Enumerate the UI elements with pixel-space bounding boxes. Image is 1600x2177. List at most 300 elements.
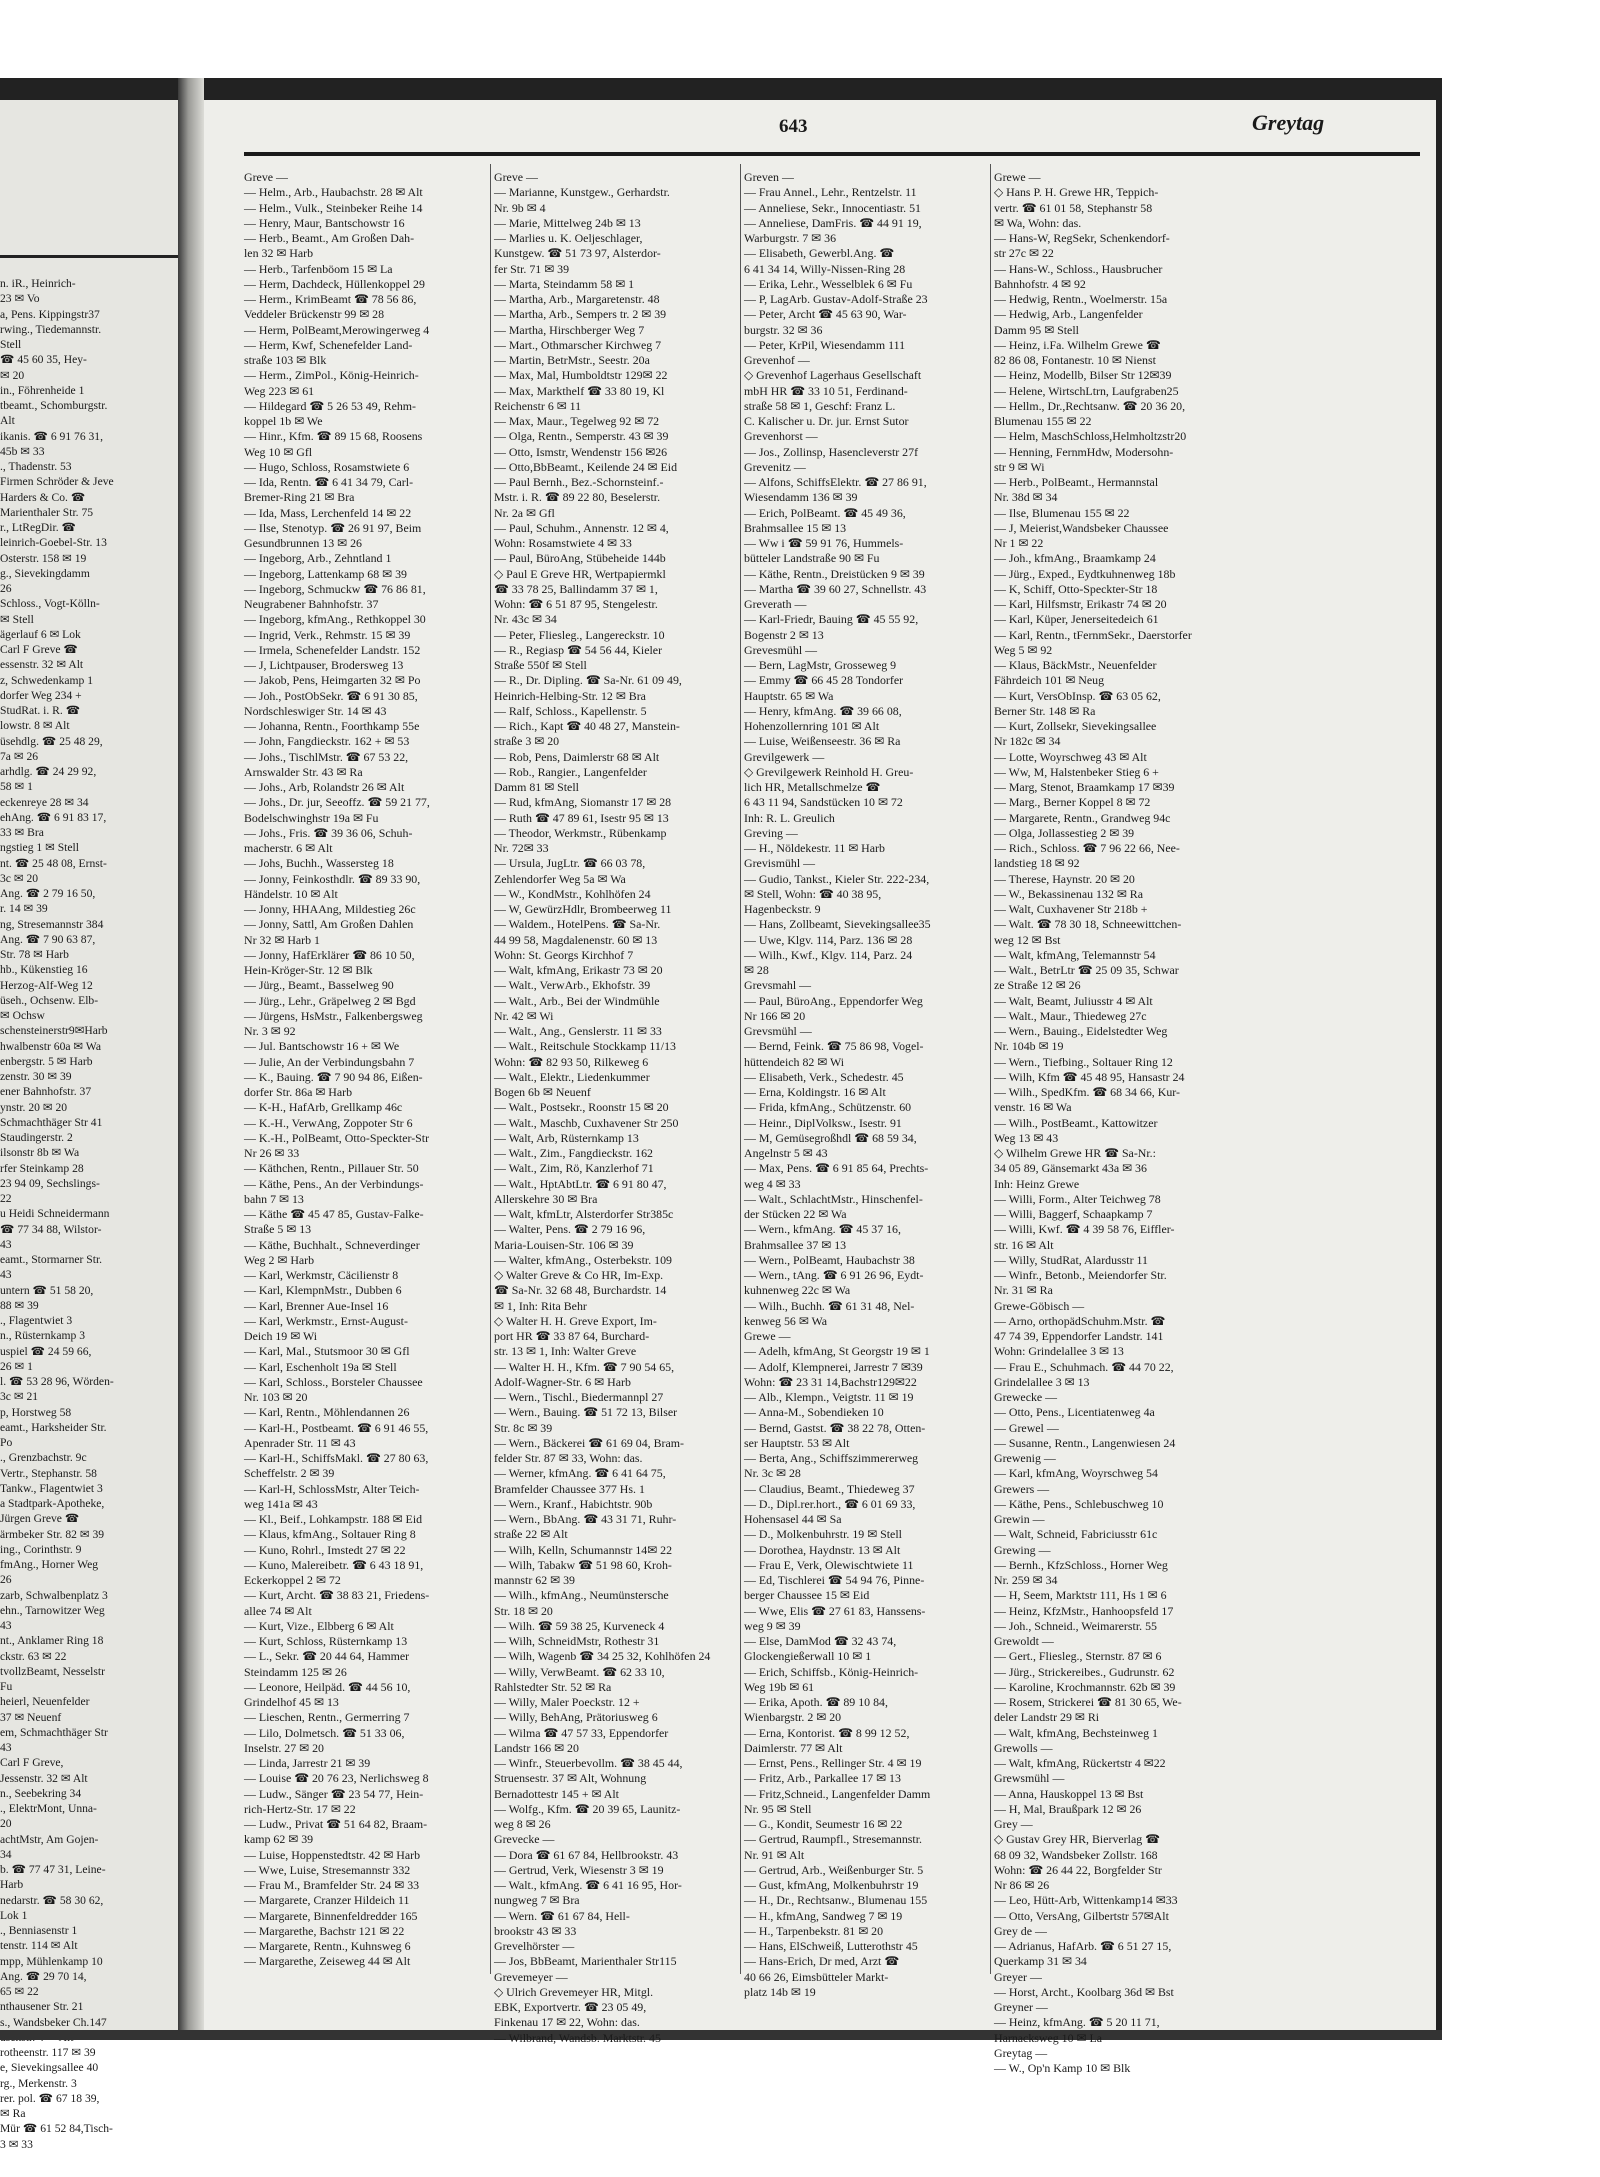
directory-entry: — Walt, Cuxhavener Str 218b + <box>994 902 1148 916</box>
directory-entry: — Gert., Fliesleg., Sternstr. 87 ✉ 6 <box>994 1649 1162 1664</box>
directory-entry: Grewe-Göbisch — <box>994 1298 1085 1313</box>
directory-entry: — Erich, PolBeamt. ☎ 45 49 36, <box>744 505 906 520</box>
directory-entry: — Kuno, Malereibetr. ☎ 6 43 18 91, <box>244 1557 424 1572</box>
directory-entry: — Wern., Tiefbing., Soltauer Ring 12 <box>994 1054 1173 1069</box>
directory-entry: — Elisabeth, Verk., Schedestr. 45 <box>744 1069 904 1084</box>
directory-entry: — Leo, Hütt-Arb, Wittenkamp14 ✉33 <box>994 1893 1178 1908</box>
directory-entry: Grewsmühl — <box>994 1771 1065 1786</box>
directory-entry: ◇ Paul E Greve HR, Wertpapiermkl <box>494 566 666 581</box>
directory-entry: Wohn: ☎ 6 51 87 95, Stengelestr. <box>494 597 658 611</box>
directory-entry: — Waldem., HotelPens. ☎ Sa-Nr. <box>494 917 661 932</box>
directory-entry: Adolf-Wagner-Str. 6 ✉ Harb <box>494 1374 631 1389</box>
directory-entry: Nr 182c ✉ 34 <box>994 734 1061 749</box>
left-page-fragment: dorfer Weg 234 + <box>0 688 82 702</box>
directory-entry: — Ursula, JugLtr. ☎ 66 03 78, <box>494 856 646 871</box>
directory-entry: — Kl., Beif., Lohkampstr. 188 ✉ Eid <box>244 1512 423 1526</box>
directory-entry: ◇ Ulrich Grevemeyer HR, Mitgl. <box>494 1984 654 1999</box>
directory-entry: — Wern., BbAng. ☎ 43 31 71, Ruhr- <box>494 1512 677 1526</box>
directory-entry: — Walt., kfmAng. ☎ 6 41 16 95, Hor- <box>494 1878 682 1892</box>
directory-entry: Grewenig — <box>994 1451 1056 1465</box>
directory-entry: Grindelhof 45 ✉ 13 <box>244 1695 339 1709</box>
directory-entry: — Anneliese, Sekr., Innocentiastr. 51 <box>744 200 922 215</box>
directory-entry: — Heinz, i.Fa. Wilhelm Grewe ☎ <box>994 337 1161 352</box>
directory-entry: Gesundbrunnen 13 ✉ 26 <box>244 536 362 550</box>
directory-entry: — Lotte, Woyrschweg 43 ✉ Alt <box>994 749 1147 764</box>
directory-entry: — Karoline, Krochmannstr. 62b ✉ 39 <box>994 1679 1176 1694</box>
directory-entry: — Bernh., KfzSchloss., Horner Weg <box>994 1557 1168 1572</box>
directory-entry: Nr. 31 ✉ Ra <box>994 1283 1053 1298</box>
directory-entry: — Gertrud, Raumpfl., Stresemannstr. <box>744 1832 922 1847</box>
directory-entry: — Hans, Zollbeamt, Sievekingsallee35 <box>744 917 931 932</box>
directory-entry: — Wwe, Elis ☎ 27 61 83, Hanssens- <box>744 1603 926 1618</box>
directory-entry: — Kuno, Rohrl., Imstedt 27 ✉ 22 <box>244 1542 406 1557</box>
directory-entry: — Martin, BetrMstr., Seestr. 20a <box>494 353 650 367</box>
directory-entry: Damm 95 ✉ Stell <box>994 322 1079 337</box>
directory-entry: — Erika, Lehr., Wesselblek 6 ✉ Fu <box>744 276 913 291</box>
directory-entry: weg 8 ✉ 26 <box>494 1817 551 1831</box>
directory-entry: — Otto,BbBeamt., Keilende 24 ✉ Eid <box>494 459 678 474</box>
left-page-fragment: Ang. ☎ 29 70 14, <box>0 1969 87 1983</box>
directory-entry: Zehlendorfer Weg 5a ✉ Wa <box>494 871 626 886</box>
directory-entry: — Max, Mal, Humboldtstr 129✉ 22 <box>494 368 668 383</box>
directory-entry: — Walt, Schneid, Fabriciusstr 61c <box>994 1527 1158 1542</box>
directory-entry: — Uwe, Klgv. 114, Parz. 136 ✉ 28 <box>744 932 913 947</box>
directory-entry: ✉ 28 <box>744 963 769 977</box>
directory-entry: ✉ Stell, Wohn: ☎ 40 38 95, <box>744 886 882 901</box>
directory-entry: Str. 18 ✉ 20 <box>494 1603 553 1618</box>
directory-entry: — Hedwig, Arb., Langenfelder <box>994 307 1143 322</box>
directory-entry: Nr 32 ✉ Harb 1 <box>244 932 321 947</box>
directory-entry: — Walt., Zim., Fangdieckstr. 162 <box>494 1146 654 1160</box>
left-page-fragment: Ang. ☎ 2 79 16 50, <box>0 887 96 900</box>
directory-entry: — Irmela, Schenefelder Landstr. 152 <box>244 642 421 657</box>
left-page-fragment: 26 ✉ 1 <box>0 1359 33 1373</box>
directory-entry: ☎ Sa-Nr. 32 68 48, Burchardstr. 14 <box>494 1283 667 1298</box>
left-page-fragment: 26 <box>0 582 12 595</box>
directory-entry: Querkamp 31 ✉ 34 <box>994 1954 1087 1969</box>
directory-entry: — Walt., Reitschule Stockkamp 11/13 <box>494 1039 677 1054</box>
left-page-fragment: Mür ☎ 61 52 84,Tisch- <box>0 2122 113 2136</box>
directory-entry: Nr. 3c ✉ 28 <box>744 1466 801 1481</box>
directory-entry: — Walt, kfmAng, Bechsteinweg 1 <box>994 1725 1158 1740</box>
directory-entry: — Hans-Erich, Dr med, Arzt ☎ <box>744 1954 900 1969</box>
directory-entry: — Ludw., Privat ☎ 51 64 82, Braam- <box>244 1817 428 1831</box>
left-page-fragment: ., Grenzbachstr. 9c <box>0 1451 87 1465</box>
left-page-fragment: zarb, Schwalbenplatz 3 <box>0 1588 108 1602</box>
directory-entry: — Wern., Bauing., Eidelstedter Weg <box>994 1024 1168 1038</box>
left-page-fragment: nthausener Str. 21 <box>0 2000 84 2014</box>
directory-entry: — Frida, kfmAng., Schützenstr. 60 <box>744 1100 912 1115</box>
directory-entry: — Luise, Weißenseestr. 36 ✉ Ra <box>744 734 901 749</box>
directory-entry: — Wern., PolBeamt, Haubachstr 38 <box>744 1252 915 1267</box>
directory-entry: — D., Molkenbuhrstr. 19 ✉ Stell <box>744 1527 902 1542</box>
directory-entry: felder Str. 87 ✉ 33, Wohn: das. <box>494 1451 643 1465</box>
directory-entry: — Adelh, kfmAng, St Georgstr 19 ✉ 1 <box>744 1344 930 1359</box>
directory-entry: ◇ Grevilgewerk Reinhold H. Greu- <box>744 764 914 779</box>
directory-entry: mannstr 62 ✉ 39 <box>494 1573 575 1587</box>
directory-entry: Grevismühl — <box>744 856 816 871</box>
directory-entry: Nr. 3 ✉ 92 <box>244 1024 296 1038</box>
left-page-fragment: eamt., Harksheider Str. <box>0 1420 107 1434</box>
directory-entry: — Anna, Hauskoppel 13 ✉ Bst <box>994 1786 1144 1801</box>
directory-entry: Nr. 91 ✉ Alt <box>744 1847 805 1862</box>
directory-entry: — Mart., Othmarscher Kirchweg 7 <box>494 337 662 352</box>
directory-entry: Greverath — <box>744 597 807 611</box>
directory-entry: — Helm., Vulk., Steinbeker Reihe 14 <box>244 200 423 215</box>
directory-entry: Inselstr. 27 ✉ 20 <box>244 1740 324 1755</box>
directory-entry: — J, Meierist,Wandsbeker Chaussee <box>994 520 1169 535</box>
directory-entry: Reichenstr 6 ✉ 11 <box>494 398 582 413</box>
directory-entry: platz 14b ✉ 19 <box>744 1984 816 1999</box>
left-page-fragment: l. ☎ 53 28 96, Wörden- <box>0 1375 114 1388</box>
directory-entry: — Joh., PostObSekr. ☎ 6 91 30 85, <box>244 688 418 703</box>
directory-entry: — Johs., Fris. ☎ 39 36 06, Schuh- <box>244 825 413 840</box>
left-page-fragment: em, Schmachthäger Str <box>0 1725 108 1739</box>
left-page-fragment: 20 <box>0 1817 12 1831</box>
left-page-fragment: n., Rüsternkamp 3 <box>0 1329 86 1343</box>
directory-entry: Wohn: St. Georgs Kirchhof 7 <box>494 947 634 962</box>
directory-entry: — Jos, BbBeamt, Marienthaler Str115 <box>494 1954 677 1969</box>
left-page-fragment: z, Schwedenkamp 1 <box>0 673 94 687</box>
directory-entry: — H., Tarpenbekstr. 81 ✉ 20 <box>744 1923 884 1938</box>
directory-entry: — G., Kondit, Seumestr 16 ✉ 22 <box>744 1817 903 1831</box>
directory-entry: der Stücken 22 ✉ Wa <box>744 1207 847 1221</box>
directory-entry: Nr. 95 ✉ Stell <box>744 1801 812 1816</box>
directory-entry: 47 74 39, Eppendorfer Landstr. 141 <box>994 1329 1164 1343</box>
left-page-fragment: rer. pol. ☎ 67 18 39, <box>0 2091 100 2105</box>
directory-entry: — Kurt, VersObInsp. ☎ 63 05 62, <box>994 688 1161 703</box>
directory-entry: venstr. 16 ✉ Wa <box>994 1100 1072 1115</box>
left-page-fragment: 65 ✉ 22 <box>0 1985 39 1998</box>
left-page-fragment: 58 ✉ 1 <box>0 780 33 794</box>
directory-entry: Wohn: ☎ 26 44 22, Borgfelder Str <box>994 1862 1162 1877</box>
directory-entry: — Wilh., kfmAng., Neumünstersche <box>494 1588 669 1603</box>
directory-entry: Greyer — <box>994 1969 1042 1984</box>
left-page-fragment: a Stadtpark-Apotheke, <box>0 1497 105 1510</box>
left-page-fragment: Carl F Greve ☎ <box>0 643 78 656</box>
directory-entry: — Max, Pens. ☎ 6 91 85 64, Prechts- <box>744 1161 929 1176</box>
left-page-fragment: r. 14 ✉ 39 <box>0 902 48 916</box>
left-page-fragment: ärmbeker Str. 82 ✉ 39 <box>0 1527 105 1541</box>
left-page-fragment: ☎ 45 60 35, Hey- <box>0 353 87 367</box>
left-page-fragment: eamt., Stormarner Str. <box>0 1253 103 1266</box>
directory-entry: — Marta, Steindamm 58 ✉ 1 <box>494 276 635 291</box>
directory-entry: straße 3 ✉ 20 <box>494 734 560 749</box>
directory-entry: — Luise, Hoppenstedtstr. 42 ✉ Harb <box>244 1847 421 1862</box>
directory-entry: — Wilh, Kelln, Schumannstr 14✉ 22 <box>494 1542 673 1557</box>
left-page-fragment: Vertr., Stephanstr. 58 <box>0 1466 97 1480</box>
directory-entry: — Kurt, Vize., Elbberg 6 ✉ Alt <box>244 1618 394 1633</box>
left-page-fragment: n. iR., Heinrich- <box>0 277 76 290</box>
directory-entry: — Joh., Schneid., Weimarerstr. 55 <box>994 1618 1157 1633</box>
left-page-fragment: essenstr. 32 ✉ Alt <box>0 658 84 672</box>
directory-entry: 6 43 11 94, Sandstücken 10 ✉ 72 <box>744 795 903 810</box>
directory-entry: — Otto, VersAng, Gilbertstr 57✉Alt <box>994 1908 1169 1923</box>
directory-entry: — Theodor, Werkmstr., Rübenkamp <box>494 825 667 840</box>
directory-entry: lich HR, Metallschmelze ☎ <box>744 780 881 794</box>
directory-entry: — Winfr., Betonb., Meiendorfer Str. <box>994 1268 1167 1282</box>
directory-entry: — Wern. ☎ 61 67 84, Hell- <box>494 1908 630 1923</box>
left-page-fragment: zenstr. 30 ✉ 39 <box>0 1070 72 1083</box>
left-page-fragment: üseh., Ochsenw. Elb- <box>0 993 99 1007</box>
directory-entry: — Walt., Ang., Genslerstr. 11 ✉ 33 <box>494 1024 662 1038</box>
directory-entry: — Lieschen, Rentn., Germerring 7 <box>244 1710 410 1725</box>
directory-entry: Nr 26 ✉ 33 <box>244 1146 300 1160</box>
directory-entry: Grevenhof — <box>744 353 810 367</box>
left-page-fragment: e, Sievekingsallee 40 <box>0 2061 99 2075</box>
directory-entry: — Wilh. ☎ 59 38 25, Kurveneck 4 <box>494 1618 665 1633</box>
directory-entry: — Käthe, Rentn., Dreistücken 9 ✉ 39 <box>744 566 925 581</box>
directory-entry: Grevesmühl — <box>744 642 817 657</box>
directory-entry: Weg 10 ✉ Gfl <box>244 444 313 459</box>
directory-entry: — Grewel — <box>994 1420 1059 1435</box>
right-page <box>204 100 1436 2075</box>
directory-entry: — Wilbrand, Wandsb. Marktstr. 45 <box>494 2030 661 2045</box>
left-page-fragment: 3c ✉ 20 <box>0 871 39 885</box>
directory-entry: — H., kfmAng, Sandweg 7 ✉ 19 <box>744 1908 903 1923</box>
directory-entry: weg 4 ✉ 33 <box>744 1176 801 1191</box>
left-page-fragment: üsehdlg. ☎ 25 48 29, <box>0 734 103 748</box>
directory-entry: — Walt., BetrLtr ☎ 25 09 35, Schwar <box>994 963 1179 977</box>
directory-entry: — Peter, Archt ☎ 45 63 90, War- <box>744 307 907 322</box>
directory-entry: — Ed, Tischlerei ☎ 54 94 76, Pinne- <box>744 1573 925 1587</box>
directory-entry: — Walt., Postsekr., Roonstr 15 ✉ 20 <box>494 1100 669 1115</box>
directory-entry: — Erna, Koldingstr. 16 ✉ Alt <box>744 1085 886 1099</box>
directory-entry: — Karl, Hilfsmstr, Erikastr 74 ✉ 20 <box>994 597 1167 611</box>
directory-entry: — Karl, Mal., Stutsmoor 30 ✉ Gfl <box>244 1344 410 1359</box>
directory-entry: Weg 5 ✉ 92 <box>994 642 1053 657</box>
directory-entry: hüttendeich 82 ✉ Wi <box>744 1054 845 1069</box>
directory-entry: — H, Mal, Braußpark 12 ✉ 26 <box>994 1801 1142 1816</box>
left-page-fragment: Marienthaler Str. 75 <box>0 505 94 519</box>
directory-entry: — Wilh., SpedKfm. ☎ 68 34 66, Kur- <box>994 1085 1180 1099</box>
directory-entry: — Henry, Maur, Bantschowstr 16 <box>244 215 405 230</box>
directory-entry: Nr. 42 ✉ Wi <box>494 1008 554 1023</box>
left-page-fragment: ynstr. 20 ✉ 20 <box>0 1100 68 1114</box>
directory-entry: — Herm., KrimBeamt ☎ 78 56 86, <box>244 292 417 306</box>
directory-entry: Veddeler Brückenstr 99 ✉ 28 <box>244 307 385 322</box>
directory-entry: — Walt, Beamt, Juliusstr 4 ✉ Alt <box>994 993 1153 1008</box>
directory-entry: — Walt, kfmAng, Telemannstr 54 <box>994 947 1156 962</box>
directory-entry: — Erika, Apoth. ☎ 89 10 84, <box>744 1695 888 1709</box>
directory-entry: — Hans, ElSchweiß, Lutterothstr 45 <box>744 1939 918 1953</box>
left-page-fragment: mpp, Mühlenkamp 10 <box>0 1954 103 1968</box>
directory-entry: Grewoldt — <box>994 1634 1054 1648</box>
directory-entry: — Karl, Küper, Jenerseitedeich 61 <box>994 612 1159 627</box>
directory-entry: — Wilh, Tabakw ☎ 51 98 60, Kroh- <box>494 1557 672 1572</box>
directory-entry: deler Landstr 29 ✉ Ri <box>994 1710 1100 1725</box>
directory-entry: — Wilh, Wagenb ☎ 34 25 32, Kohlhöfen 24 <box>494 1649 711 1664</box>
directory-entry: — Ruth ☎ 47 89 61, Isestr 95 ✉ 13 <box>494 810 669 825</box>
directory-entry: Greytag — <box>994 2045 1048 2060</box>
left-page-fragment: ckstr. 63 ✉ 22 <box>0 1649 67 1663</box>
directory-entry: — Johs., TischlMstr. ☎ 67 53 22, <box>244 749 409 764</box>
directory-entry: — Walt., Zim, Rö, Kanzlerhof 71 <box>494 1161 654 1176</box>
directory-entry: — H., Dr., Rechtsanw., Blumenau 155 <box>744 1893 928 1908</box>
directory-entry: — Gertrud, Arb., Weißenburger Str. 5 <box>744 1862 924 1877</box>
directory-entry: — Jürg., Strickereibes., Gudrunstr. 62 <box>994 1664 1175 1679</box>
directory-entry: — Willy, Maler Poeckstr. 12 + <box>494 1695 640 1709</box>
directory-entry: — Walt., VerwArb., Ekhofstr. 39 <box>494 978 651 993</box>
left-page-fragment: Ang. ☎ 7 90 63 87, <box>0 932 96 946</box>
directory-entry: len 32 ✉ Harb <box>244 246 314 261</box>
directory-entry: — Jonny, HafErklärer ☎ 86 10 50, <box>244 947 415 962</box>
directory-entry: — Willy, VerwBeamt. ☎ 62 33 10, <box>494 1664 665 1679</box>
left-page-fragment: Jürgen Greve ☎ <box>0 1512 80 1526</box>
directory-entry: Weg 19b ✉ 61 <box>744 1679 815 1694</box>
directory-entry: — Ludw., Sänger ☎ 23 54 77, Hein- <box>244 1786 424 1801</box>
directory-entry: bütteler Landstraße 90 ✉ Fu <box>744 551 880 566</box>
directory-entry: — Jürgens, HsMstr., Falkenbergsweg <box>244 1008 423 1023</box>
directory-entry: mbH HR ☎ 33 10 51, Ferdinand- <box>744 383 908 398</box>
directory-entry: — Wolfg., Kfm. ☎ 20 39 65, Launitz- <box>494 1801 681 1816</box>
directory-entry: — Klaus, BäckMstr., Neuenfelder <box>994 658 1157 672</box>
left-page-fragment: 88 ✉ 39 <box>0 1298 39 1312</box>
directory-entry: Maria-Louisen-Str. 106 ✉ 39 <box>494 1237 634 1252</box>
directory-entry: str. 16 ✉ Alt <box>994 1237 1054 1252</box>
directory-entry: — K., Bauing. ☎ 7 90 94 86, Eißen- <box>244 1069 423 1084</box>
directory-entry: str 27c ✉ 22 <box>994 246 1054 261</box>
left-page-fragment: rg., Merkenstr. 3 <box>0 2076 77 2090</box>
directory-entry: Harnacksweg 10 ✉ La <box>994 2030 1103 2045</box>
directory-entry: Apenrader Str. 11 ✉ 43 <box>244 1435 356 1450</box>
directory-entry: — Gertrud, Verk, Wiesenstr 3 ✉ 19 <box>494 1862 664 1877</box>
directory-entry: — Herb., PolBeamt., Hermannstal <box>994 475 1159 489</box>
directory-entry: Grey — <box>994 1817 1033 1831</box>
directory-entry: Arnswalder Str. 43 ✉ Ra <box>244 764 363 779</box>
directory-entry: dorfer Str. 86a ✉ Harb <box>244 1085 353 1099</box>
directory-entry: burgstr. 32 ✉ 36 <box>744 322 823 337</box>
running-head: Greytag <box>1252 110 1325 135</box>
directory-entry: — Hellm., Dr.,Rechtsanw. ☎ 20 36 20, <box>994 398 1186 413</box>
directory-entry: Wohn: Grindelallee 3 ✉ 13 <box>994 1344 1124 1359</box>
left-page-fragment: StudRat. i. R. ☎ <box>0 704 81 717</box>
directory-column-1 <box>244 170 486 1970</box>
left-page-fragment: 43 <box>0 1741 12 1754</box>
directory-entry: kenweg 56 ✉ Wa <box>744 1313 828 1328</box>
directory-entry: straße 58 ✉ 1, Geschf: Franz L. <box>744 398 896 413</box>
directory-entry: — W., Bekassinenau 132 ✉ Ra <box>994 886 1144 901</box>
directory-entry: — Karl, Brenner Aue-Insel 16 <box>244 1298 389 1313</box>
left-page-fragment: 45b ✉ 33 <box>0 444 45 458</box>
directory-entry: Bodelschwinghstr 19a ✉ Fu <box>244 810 379 825</box>
directory-entry: — Herm., ZimPol., König-Heinrich- <box>244 368 419 383</box>
left-page-fragment: ener Bahnhofstr. 37 <box>0 1085 92 1099</box>
directory-entry: — Karl, KlempnMstr., Dubben 6 <box>244 1283 402 1298</box>
directory-entry: — Wilh., Kwf., Klgv. 114, Parz. 24 <box>744 947 913 962</box>
left-page-fragment: eckenreye 28 ✉ 34 <box>0 795 89 809</box>
directory-entry: brookstr 43 ✉ 33 <box>494 1923 577 1938</box>
directory-entry: — Henry, kfmAng. ☎ 39 66 08, <box>744 703 902 718</box>
directory-entry: Grewe — <box>744 1329 791 1343</box>
left-page-fragment: s., Wandsbeker Ch.147 <box>0 2015 107 2029</box>
directory-entry: Fährdeich 101 ✉ Neug <box>994 673 1105 688</box>
directory-entry: — Marg., Berner Koppel 8 ✉ 72 <box>994 795 1151 810</box>
directory-entry: Wohn: Rosamstwiete 4 ✉ 33 <box>494 536 632 550</box>
directory-entry: Warburgstr. 7 ✉ 36 <box>744 231 837 245</box>
directory-entry: — Bernd, Feink. ☎ 75 86 98, Vogel- <box>744 1039 924 1054</box>
directory-entry: — Helm., Arb., Haubachstr. 28 ✉ Alt <box>244 185 423 200</box>
directory-entry: — Käthe, Pens., An der Verbindungs- <box>244 1176 424 1191</box>
left-page-fragment: nedarstr. ☎ 58 30 62, <box>0 1893 104 1907</box>
directory-entry: Neugrabener Bahnhofstr. 37 <box>244 597 379 611</box>
directory-entry: — Käthe ☎ 45 47 85, Gustav-Falke- <box>244 1207 424 1221</box>
directory-entry: — Hugo, Schloss, Rosamstwiete 6 <box>244 459 410 474</box>
directory-entry: Daimlerstr. 77 ✉ Alt <box>744 1740 843 1755</box>
directory-entry: — Frau E, Verk, Olewischtwiete 11 <box>744 1557 914 1572</box>
directory-entry: — Paul, BüroAng, Stübeheide 144b <box>494 551 666 566</box>
directory-entry: 34 05 89, Gänsemarkt 43a ✉ 36 <box>994 1161 1147 1176</box>
directory-entry: Glockengießerwall 10 ✉ 1 <box>744 1649 872 1664</box>
directory-entry: Nr 86 ✉ 26 <box>994 1878 1050 1892</box>
directory-entry: — Elisabeth, Gewerbl.Ang. ☎ <box>744 246 895 261</box>
directory-entry: — K-H., HafArb, Grellkamp 46c <box>244 1100 403 1115</box>
left-page-fragment: 7a ✉ 26 <box>0 749 39 763</box>
directory-entry: Str. 8c ✉ 39 <box>494 1420 553 1435</box>
directory-entry: — Wern., Bäckerei ☎ 61 69 04, Bram- <box>494 1435 684 1450</box>
directory-entry: — Hinr., Kfm. ☎ 89 15 68, Roosens <box>244 429 423 444</box>
left-page-fragment: ilsonstr 8b ✉ Wa <box>0 1146 80 1160</box>
directory-entry: Berner Str. 148 ✉ Ra <box>994 703 1096 718</box>
directory-entry: Grindelallee 3 ✉ 13 <box>994 1374 1090 1389</box>
directory-entry: — Erich, Schiffsb., König-Heinrich- <box>744 1664 919 1679</box>
directory-entry: — Anna-M., Sobendieken 10 <box>744 1405 884 1420</box>
directory-entry: Grevemeyer — <box>494 1969 568 1984</box>
left-page-fragment: tenstr. 114 ✉ Alt <box>0 1939 78 1953</box>
book-spine <box>178 78 204 2038</box>
directory-entry: — Paul, BüroAng., Eppendorfer Weg <box>744 993 923 1008</box>
left-page-fragment: tbeamt., Schomburgstr. <box>0 399 108 412</box>
directory-entry: Nr 1 ✉ 22 <box>994 536 1044 550</box>
directory-entry: — Erna, Kontorist. ☎ 8 99 12 52, <box>744 1725 910 1740</box>
directory-entry: — Berta, Ang., Schiffszimmererweg <box>744 1451 919 1465</box>
directory-entry: Eckerkoppel 2 ✉ 72 <box>244 1573 341 1587</box>
directory-entry: — Heinr., DiplVolksw., Isestr. 91 <box>744 1115 902 1130</box>
left-page-fragment: in., Föhrenheide 1 <box>0 383 85 397</box>
directory-entry: Grevenhorst — <box>744 429 818 444</box>
directory-entry: — Hildegard ☎ 5 26 53 49, Rehm- <box>244 398 417 413</box>
directory-entry: 44 99 58, Magdalenenstr. 60 ✉ 13 <box>494 932 658 947</box>
directory-entry: — John, Fangdieckstr. 162 + ✉ 53 <box>244 734 410 749</box>
directory-entry: — Ida, Rentn. ☎ 6 41 34 79, Carl- <box>244 475 414 489</box>
directory-entry: — W, GewürzHdlr, Brombeerweg 11 <box>494 902 672 916</box>
left-page-fragment: 43 <box>0 1268 12 1282</box>
directory-entry: — Joh., kfmAng., Braamkamp 24 <box>994 551 1156 566</box>
directory-entry: — Fritz,Schneid., Langenfelder Damm <box>744 1786 931 1801</box>
left-page-fragment: 34 <box>0 1847 12 1861</box>
directory-entry: — Wwe, Luise, Stresemannstr 332 <box>244 1862 411 1877</box>
directory-entry: Grevsmühl — <box>744 1024 812 1038</box>
column-divider <box>490 164 491 1974</box>
directory-entry: — Willy, BehAng, Prätoriusweg 6 <box>494 1710 658 1725</box>
directory-entry: — Marlies u. K. Oeljeschlager, <box>494 231 643 245</box>
directory-entry: — Ida, Mass, Lerchenfeld 14 ✉ 22 <box>244 505 412 520</box>
directory-entry: — Jürg., Beamt., Basselweg 90 <box>244 978 394 993</box>
directory-entry: — Paul Bernh., Bez.-Schornsteinf.- <box>494 475 664 489</box>
directory-entry: — Wilh, Kfm ☎ 45 48 95, Hansastr 24 <box>994 1069 1185 1084</box>
directory-entry: — W., Op'n Kamp 10 ✉ Blk <box>994 2061 1131 2075</box>
directory-entry: — Walt, Arb, Rüsternkamp 13 <box>494 1130 639 1145</box>
directory-entry: berger Chaussee 15 ✉ Eid <box>744 1588 870 1603</box>
directory-entry: — Karl-Friedr, Bauing ☎ 45 55 92, <box>744 612 919 627</box>
directory-entry: — Else, DamMod ☎ 32 43 74, <box>744 1634 897 1648</box>
directory-entry: 68 09 32, Wandsbeker Zollstr. 168 <box>994 1847 1158 1862</box>
left-page-fragment: 23 94 09, Sechslings- <box>0 1176 100 1190</box>
left-page-fragment: ehAng. ☎ 6 91 83 17, <box>0 810 107 824</box>
directory-entry: — Martha ☎ 39 60 27, Schnellstr. 43 <box>744 581 927 596</box>
directory-entry: — Jos., Zollinsp, Hasencleverstr 27f <box>744 444 919 459</box>
directory-column-2 <box>494 170 736 2046</box>
